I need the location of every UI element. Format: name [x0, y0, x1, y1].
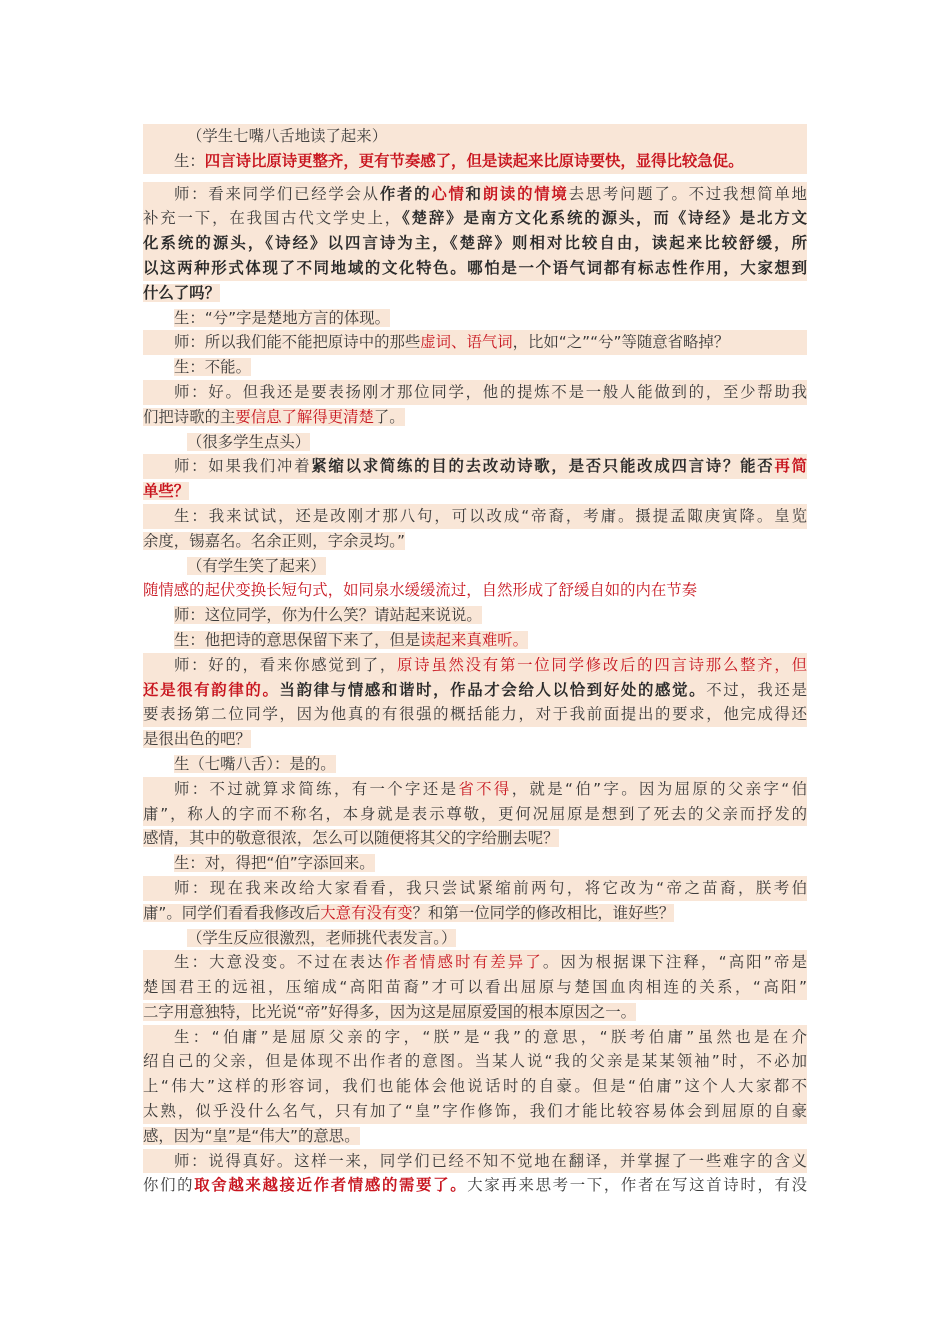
text-line: [143, 529, 807, 554]
text-run: 省不得: [458, 779, 512, 798]
text-run: （学生七嘴八舌地读了起来）: [187, 127, 388, 145]
text-line: [143, 124, 807, 149]
text-run: （很多学生点头）: [187, 432, 311, 451]
text-run: 感情，其中的敬意很浓，怎么可以随便将其父的字给删去呢？: [143, 829, 559, 848]
text-line: [143, 1025, 807, 1050]
text-run: （有学生笑了起来）: [187, 556, 326, 575]
paragraph: [143, 851, 807, 876]
text-run: 生：不能。: [174, 358, 251, 377]
text-line: [143, 1173, 807, 1198]
text-run: 楚国君王的远祖，压缩成“高阳苗裔”才可以看出屈原与楚国血肉相连的关系，“高阳”: [143, 978, 807, 997]
text-line: [143, 1000, 807, 1025]
text-run: 师：这位同学，你为什么笑？请站起来说说。: [174, 606, 482, 625]
paragraph: [143, 653, 807, 752]
text-line: [143, 777, 807, 802]
text-line: [143, 206, 807, 231]
paragraph: [143, 926, 807, 951]
text-run: 师：说得真好。这样一来，同学们已经不知不觉地在翻译，并掌握了一些难字的含义: [174, 1151, 807, 1170]
text-line: [143, 554, 807, 579]
text-line: [143, 901, 807, 926]
text-run: 要表扬第二位同学，因为他真的有很强的概括能力，对于我前面提出的要求，他完成得还: [143, 705, 807, 724]
text-line: [143, 182, 807, 207]
paragraph: [143, 306, 807, 331]
paragraph: [143, 752, 807, 777]
text-run: 单些？: [143, 482, 190, 501]
text-line: [143, 752, 807, 777]
text-line: [143, 950, 807, 975]
text-line: [143, 380, 807, 405]
text-run: 师：好。但我还是要表扬刚才那位同学，他的提炼不是一般人能做到的，至少帮助我: [174, 382, 807, 401]
text-run: 原诗虽然没有第一位同学修改后的四言诗那么整齐，但: [397, 655, 807, 674]
text-run: 大家再来思考一下，作者在写这首诗时，有没: [467, 1176, 807, 1195]
text-run: 不过，我还是: [706, 680, 807, 699]
text-run: 要信息了解得更清楚: [235, 407, 374, 426]
text-run: 上“伟大”这样的形容词，我们也能体会他说话时的自豪。但是“伯庸”这个人大家都不: [143, 1077, 807, 1096]
text-run: 随情感的起伏变换长短句式，如同泉水缓缓流过，自然形成了舒缓自如的内在节奏: [143, 581, 698, 600]
text-run: ，比如“之”“兮”等随意省略掉？: [512, 333, 730, 352]
text-line: [143, 454, 807, 479]
paragraph: [143, 355, 807, 380]
text-run: 生：大意没变。不过在表达: [174, 953, 385, 972]
text-run: 补充一下，在我国古代文学史上，: [143, 209, 403, 228]
text-run: 化系统的源头，《诗经》以四言诗为主，《楚辞》则相对比较自由，读起来比较舒缓，所: [143, 234, 807, 253]
text-line: [143, 876, 807, 901]
text-run: 生（七嘴八舌）：是的。: [174, 754, 336, 773]
text-run: 师：如果我们冲着: [174, 457, 312, 476]
text-run: 《楚辞》是南方文化系统的源头，而《诗经》是北方文: [402, 209, 807, 228]
text-line: [143, 1074, 807, 1099]
text-run: 师：看来同学们已经学会从: [174, 184, 380, 203]
text-run: ？和第一位同学的修改相比，谁好些？: [412, 903, 675, 922]
text-run: 生：: [174, 151, 205, 170]
text-line: [143, 628, 807, 653]
text-line: [143, 430, 807, 455]
text-run: 再简: [774, 457, 807, 476]
paragraph: [143, 1025, 807, 1149]
text-line: [143, 405, 807, 430]
text-run: 心情: [431, 184, 466, 203]
paragraph: [143, 330, 807, 355]
text-line: [143, 479, 807, 504]
text-run: 取舍越来越接近作者情感的需要了。: [194, 1176, 468, 1195]
text-run: 和: [465, 184, 483, 203]
text-run: 生：他把诗的意思保留下来了，但是: [174, 630, 421, 649]
text-run: 生：我来试试，还是改刚才那八句，可以改成“帝裔，考庸。摄提孟陬庚寅降。皇览: [174, 506, 807, 525]
text-run: 师：不过就算求简练，有一个字还是: [174, 779, 459, 798]
text-run: 绍自己的父亲，但是体现不出作者的意图。当某人说“我的父亲是某某领袖”时，不必加: [143, 1052, 807, 1071]
text-run: 去思考问题了。不过我想简单地: [568, 184, 807, 203]
text-run: 二字用意独特，比光说“帝”好得多，因为这是屈原爱国的根本原因之一。: [143, 1002, 637, 1021]
text-run: ，就是“伯”字。因为屈原的父亲字“伯: [511, 779, 807, 798]
paragraph: [143, 628, 807, 653]
text-run: 大意有没有变: [320, 903, 413, 922]
text-line: [143, 256, 807, 281]
paragraph: [143, 454, 807, 504]
text-line: [143, 330, 807, 355]
paragraph: [143, 430, 807, 455]
text-run: 生：“伯庸”是屈原父亲的字，“朕”是“我”的意思，“朕考伯庸”虽然也是在介: [174, 1027, 807, 1046]
paragraph: [143, 504, 807, 554]
text-run: 师：所以我们能不能把原诗中的那些: [174, 333, 421, 352]
text-line: [143, 306, 807, 331]
paragraph: [143, 380, 807, 430]
text-run: 紧缩以求简练的目的去改动诗歌，是否只能改成四言诗？能否: [311, 457, 775, 476]
text-run: 还是很有韵律的。: [143, 680, 280, 699]
text-line: [143, 727, 807, 752]
text-line: [143, 653, 807, 678]
text-run: 朗读的情境: [482, 184, 569, 203]
text-run: 太熟，似乎没什么名气，只有加了“皇”字作修饰，我们才能比较容易体会到屈原的自豪: [143, 1102, 807, 1121]
text-line: [143, 678, 807, 703]
text-line: [143, 603, 807, 628]
text-run: 你们的: [143, 1176, 195, 1195]
text-line: [143, 802, 807, 827]
text-run: 生：“兮”字是楚地方言的体现。: [174, 308, 391, 327]
text-run: （学生反应很激烈，老师挑代表发言。）: [187, 928, 457, 947]
text-run: 读起来真难听。: [420, 630, 529, 649]
text-run: 师：好的，看来你感觉到了，: [174, 655, 398, 674]
text-run: 什么了吗？: [143, 283, 220, 302]
text-line: [143, 578, 807, 603]
text-run: 是很出色的吧？: [143, 730, 251, 749]
paragraph: [143, 149, 807, 174]
paragraph: [143, 876, 807, 926]
text-line: [143, 281, 807, 306]
text-line: [143, 1049, 807, 1074]
paragraph: [143, 603, 807, 628]
text-line: [143, 1149, 807, 1174]
document-body: [143, 124, 807, 1198]
text-run: 们把诗歌的主: [143, 407, 236, 426]
text-run: 庸”。同学们看看我修改后: [143, 903, 321, 922]
text-run: 师：现在我来改给大家看看，我只尝试紧缩前两句，将它改为“帝之苗裔，朕考伯: [174, 878, 807, 897]
text-line: [143, 355, 807, 380]
text-line: [143, 826, 807, 851]
paragraph: [143, 124, 807, 149]
text-run: 作者的: [379, 184, 432, 203]
paragraph: [143, 950, 807, 1024]
paragraph: [143, 1149, 807, 1199]
text-line: [143, 851, 807, 876]
paragraph: [143, 182, 807, 306]
text-line: [143, 504, 807, 529]
text-run: 当韵律与情感和谐时，作品才会给人以恰到好处的感觉。: [279, 680, 707, 699]
paragraph: [143, 777, 807, 851]
text-run: 余度，锡嘉名。名余正则，字余灵均。”: [143, 531, 405, 550]
text-run: 四言诗比原诗更整齐，更有节奏感了，但是读起来比原诗要快，显得比较急促。: [204, 151, 744, 170]
text-run: 生：对，得把“伯”字添回来。: [174, 854, 375, 873]
text-run: 了。: [373, 407, 405, 426]
text-line: [143, 975, 807, 1000]
text-run: 虚词、语气词: [420, 333, 513, 352]
text-line: [143, 702, 807, 727]
text-run: 。因为根据课下注释，“高阳”帝是: [542, 953, 807, 972]
text-line: [143, 231, 807, 256]
paragraph: [143, 578, 807, 603]
paragraph: [143, 554, 807, 579]
text-line: [143, 1099, 807, 1124]
text-line: [143, 926, 807, 951]
text-line: [143, 1124, 807, 1149]
text-run: 庸”，称人的字而不称名，本身就是表示尊敬，更何况屈原是想到了死去的父亲而抒发的: [143, 804, 807, 823]
text-run: 感，因为“皇”是“伟大”的意思。: [143, 1126, 360, 1145]
text-run: 作者情感时有差异了: [384, 953, 543, 972]
text-line: [143, 149, 807, 174]
text-run: 以这两种形式体现了不同地域的文化特色。哪怕是一个语气词都有标志性作用，大家想到: [143, 258, 807, 277]
